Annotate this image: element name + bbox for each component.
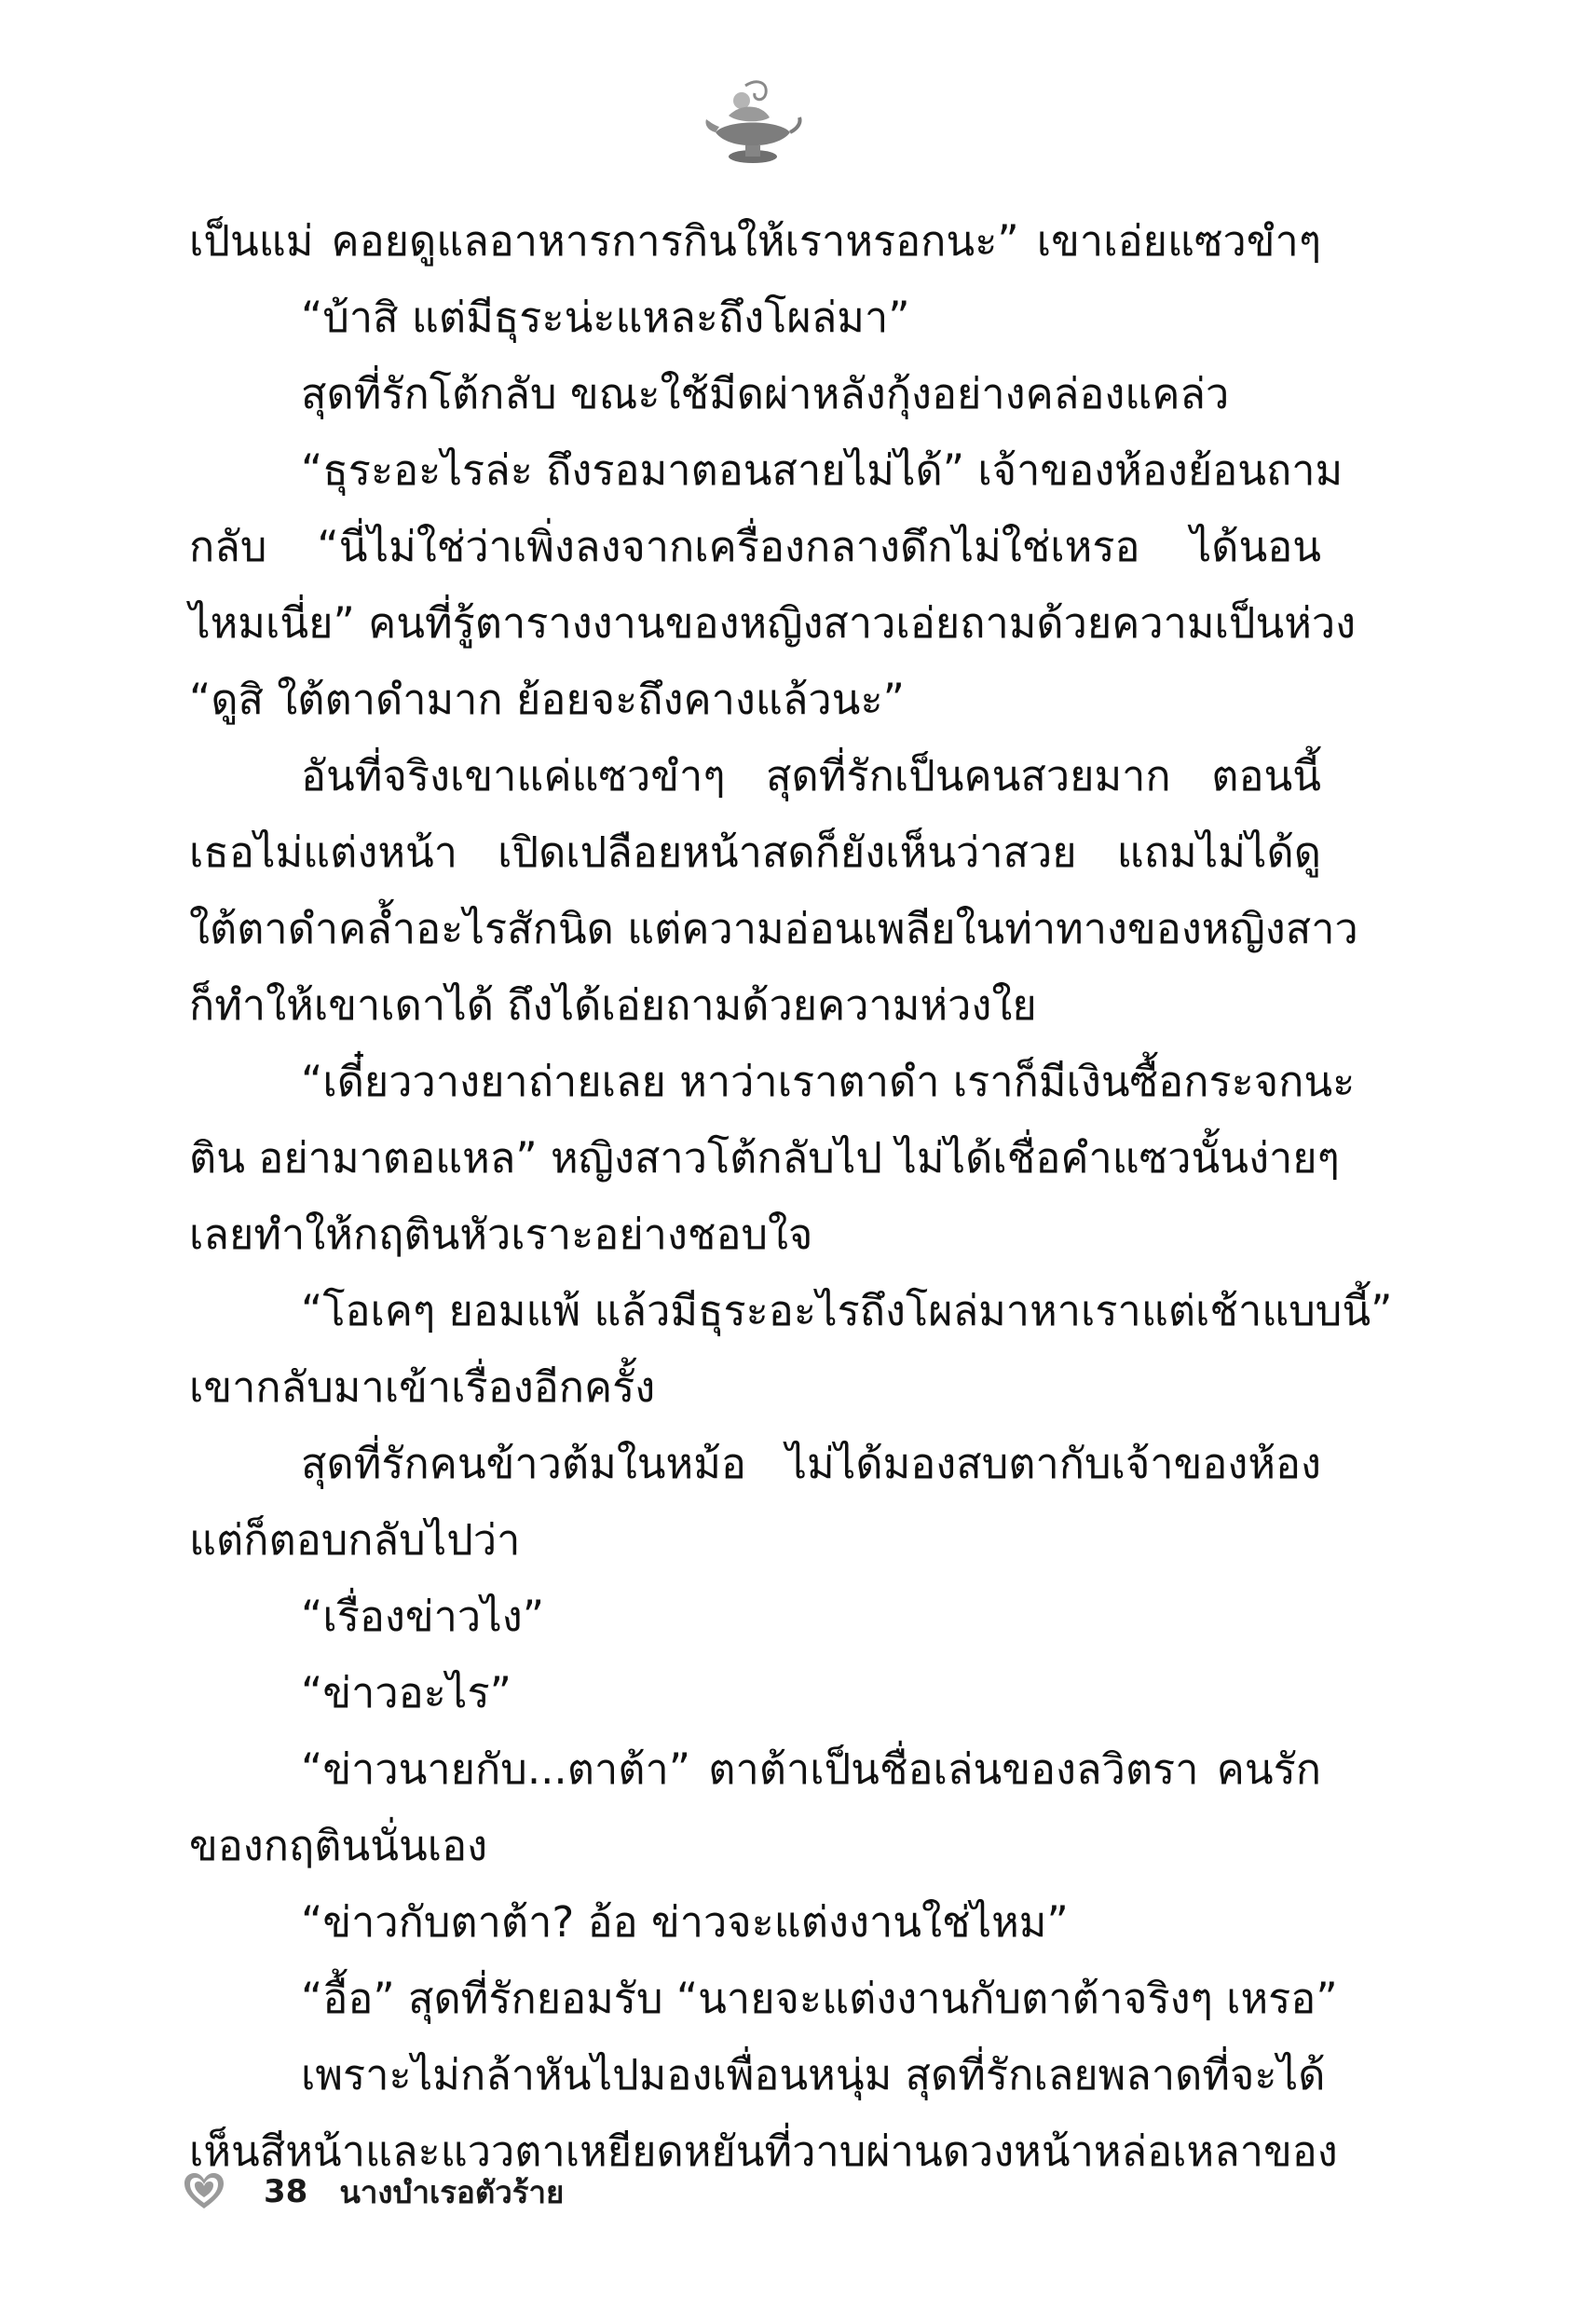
- text-line: เห็นสีหน้าและแววตาเหยียดหยันที่วาบผ่านดวงหน้าหล่อเหลาของ: [189, 2126, 1338, 2176]
- page-footer: [182, 2164, 564, 2220]
- text-line: “บ้าสิ แต่มีธุระน่ะแหละถึงโผล่มา”: [301, 293, 910, 342]
- text-line: “โอเคๆ ยอมแพ้ แล้วมีธุระอะไรถึงโผล่มาหาเราแต่เช้าแบบนี้”: [301, 1286, 1393, 1335]
- text-line: ของกฤตินนั่นเอง: [189, 1821, 488, 1870]
- text-line: เพราะไม่กล้าหันไปมองเพื่อนหนุ่ม สุดที่รักเลยพลาดที่จะได้: [301, 2050, 1326, 2099]
- body-text: [189, 203, 1393, 2190]
- text-line: ก็ทำให้เขาเดาได้ ถึงได้เอ่ยถามด้วยความห่วงใย: [189, 980, 1037, 1030]
- text-line: “เดี๋ยววางยาถ่ายเลย หาว่าเราตาดำ เราก็มีเงินซื้อกระจกนะ: [301, 1057, 1356, 1106]
- text-line: “ดูสิ ใต้ตาดำมาก ย้อยจะถึงคางแล้วนะ”: [189, 675, 905, 724]
- page-number: 38: [264, 2173, 308, 2210]
- text-line: อันที่จริงเขาแค่แซวขำๆ สุดที่รักเป็นคนสวยมาก ตอนนี้: [301, 751, 1321, 800]
- heart-icon: [182, 2169, 226, 2214]
- text-line: “เรื่องข่าวไง”: [301, 1592, 545, 1641]
- text-line: “ข่าวกับตาต้า? อ้อ ข่าวจะแต่งงานใช่ไหม”: [301, 1897, 1069, 1947]
- book-title: นางบำเรอตัวร้าย: [339, 2173, 565, 2210]
- text-line: เธอไม่แต่งหน้า เปิดเปลือยหน้าสดก็ยังเห็นว่าสวย แถมไม่ได้ดู: [189, 827, 1321, 877]
- text-line: ติน อย่ามาตอแหล” หญิงสาวโต้กลับไป ไม่ได้เชื่อคำแซวนั้นง่ายๆ: [189, 1133, 1340, 1183]
- text-line: ใต้ตาดำคล้ำอะไรสักนิด แต่ความอ่อนเพลียในท่าทางของหญิงสาว: [189, 904, 1358, 953]
- text-line: เป็นแม่ คอยดูแลอาหารการกินให้เราหรอกนะ” เขาเอ่ยแซวขำๆ: [189, 216, 1321, 266]
- genie-lamp-icon: [701, 75, 803, 177]
- text-line: “ข่าวนายกับ...ตาต้า” ตาต้าเป็นชื่อเล่นของลวิตรา คนรัก: [301, 1744, 1321, 1794]
- text-line: เขากลับมาเข้าเรื่องอีกครั้ง: [189, 1362, 656, 1412]
- text-line: “ธุระอะไรล่ะ ถึงรอมาตอนสายไม่ได้” เจ้าของห้องย้อนถาม: [301, 445, 1344, 495]
- text-line: สุดที่รักโต้กลับ ขณะใช้มีดผ่าหลังกุ้งอย่างคล่องแคล่ว: [301, 369, 1230, 418]
- text-line: “ข่าวอะไร”: [301, 1668, 512, 1717]
- text-line: กลับ “นี่ไม่ใช่ว่าเพิ่งลงจากเครื่องกลางดึกไม่ใช่เหรอ ได้นอน: [189, 522, 1321, 571]
- text-line: “อื้อ” สุดที่รักยอมรับ “นายจะแต่งงานกับตาต้าจริงๆ เหรอ”: [301, 1974, 1338, 2023]
- text-line: เลยทำให้กฤตินหัวเราะอย่างชอบใจ: [189, 1210, 813, 1259]
- text-line: ไหมเนี่ย” คนที่รู้ตารางงานของหญิงสาวเอ่ยถามด้วยความเป็นห่วง: [189, 598, 1357, 648]
- text-line: สุดที่รักคนข้าวต้มในหม้อ ไม่ได้มองสบตากับเจ้าของห้อง: [301, 1439, 1321, 1488]
- text-line: แต่ก็ตอบกลับไปว่า: [189, 1515, 521, 1565]
